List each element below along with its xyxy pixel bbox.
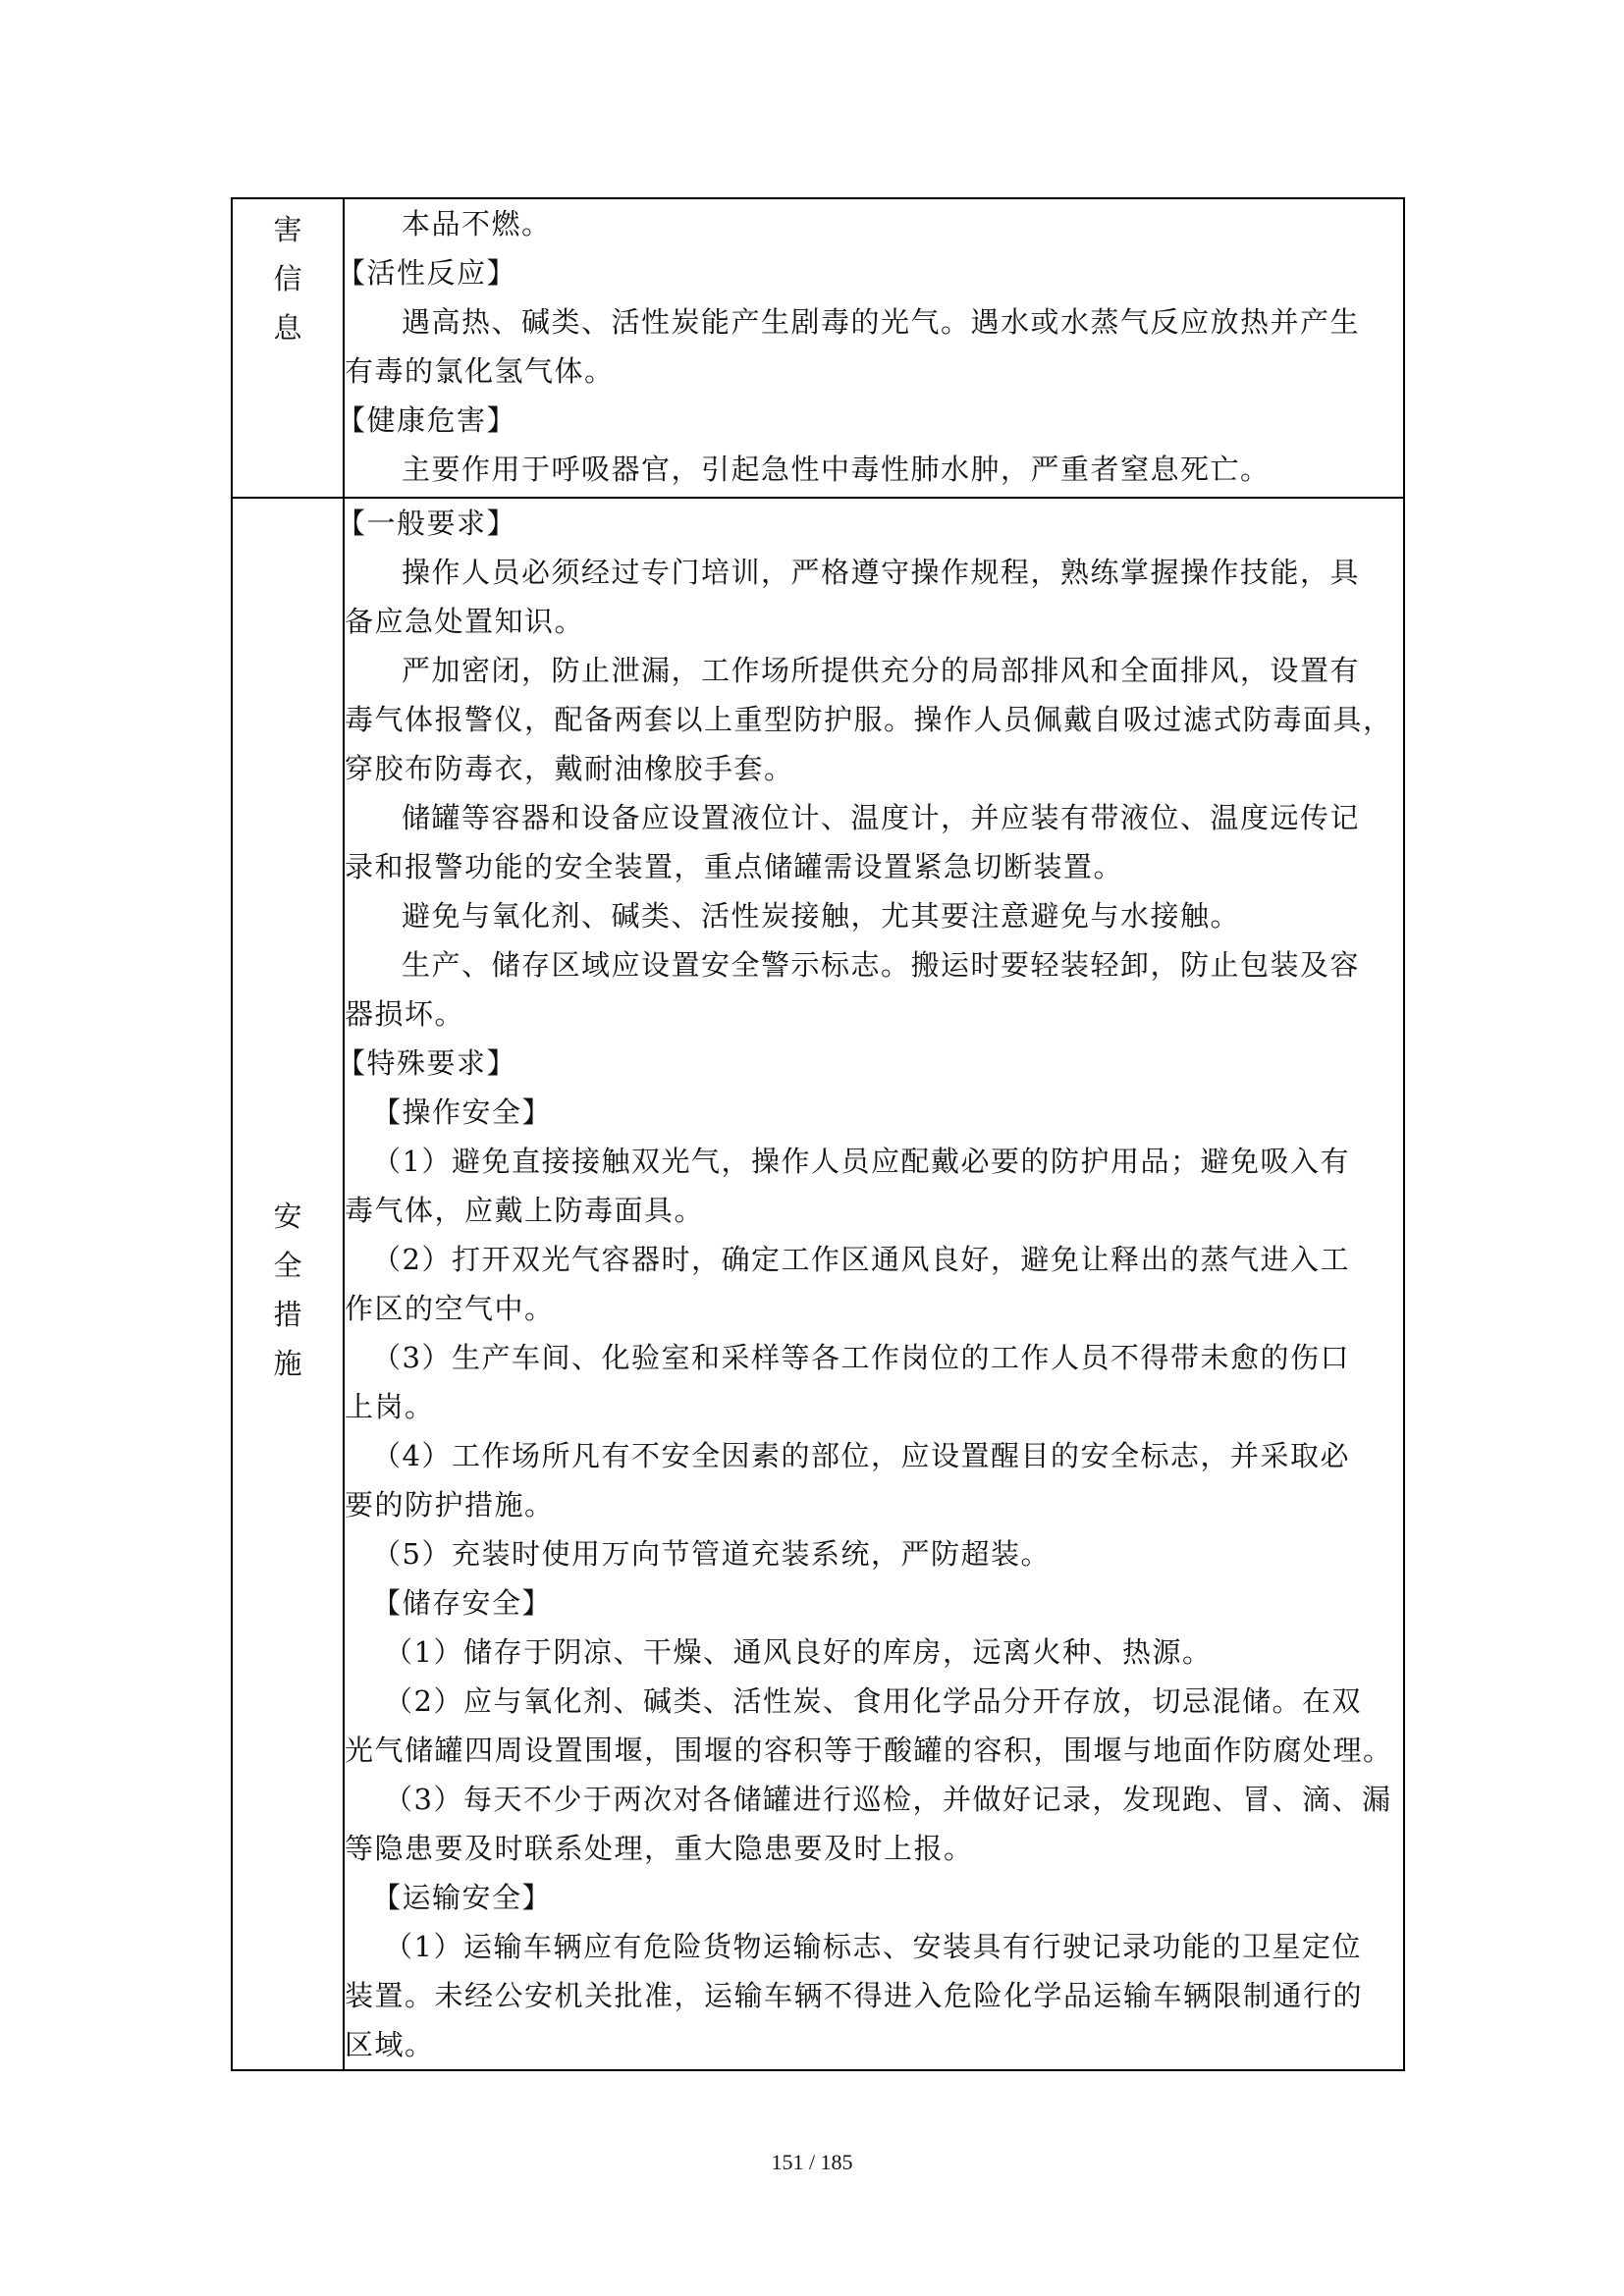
text-line: （2）应与氧化剂、碱类、活性炭、食用化学品分开存放，切忌混储。在双: [384, 1684, 1362, 1718]
row-content-hazard-info: [337, 198, 1404, 498]
row-content-safety-measures: [337, 498, 1404, 2070]
text-line: 操作人员必须经过专门培训，严格遵守操作规程，熟练掌握操作技能，具: [402, 556, 1361, 589]
text-line: （1）运输车辆应有危险货物运输标志、安装具有行驶记录功能的卫星定位: [384, 1930, 1362, 1963]
text-line: 毒气体，应戴上防毒面具。: [345, 1194, 705, 1227]
text-line: 本品不燃。: [402, 207, 552, 240]
text-line: 遇高热、碱类、活性炭能产生剧毒的光气。遇水或水蒸气反应放热并产生: [402, 305, 1361, 339]
row-label-char: 施: [273, 1347, 302, 1380]
row-label-char: 措: [273, 1298, 302, 1331]
table-row-hazard-info: [232, 198, 1404, 498]
text-line: （3）每天不少于两次对各储罐进行巡检，并做好记录，发现跑、冒、滴、漏: [384, 1783, 1392, 1816]
text-line: 装置。未经公安机关批准，运输车辆不得进入危险化学品运输车辆限制通行的: [345, 1979, 1364, 2012]
text-line: 光气储罐四周设置围堰，围堰的容积等于酸罐的容积，围堰与地面作防腐处理。: [345, 1734, 1393, 1767]
text-line: 生产、储存区域应设置安全警示标志。搬运时要轻装轻卸，防止包装及容: [402, 948, 1361, 982]
row-label-hazard-info: [232, 198, 344, 498]
section-heading: 【运输安全】: [372, 1881, 553, 1914]
text-line: （1）储存于阴凉、干燥、通风良好的库房，远离火种、热源。: [384, 1635, 1213, 1669]
row-label-char: 信: [273, 262, 302, 295]
text-line: 穿胶布防毒衣，戴耐油橡胶手套。: [345, 752, 794, 785]
row-label-char: 全: [273, 1249, 302, 1282]
chemical-safety-table: [231, 197, 1405, 2071]
text-line: 要的防护措施。: [345, 1488, 555, 1522]
row-label-char: 息: [273, 311, 302, 345]
text-line: 严加密闭，防止泄漏，工作场所提供充分的局部排风和全面排风，设置有: [402, 654, 1361, 687]
text-line: 储罐等容器和设备应设置液位计、温度计，并应装有带液位、温度远传记: [402, 801, 1361, 834]
text-line: 主要作用于呼吸器官，引起急性中毒性肺水肿，严重者窒息死亡。: [402, 453, 1271, 486]
section-heading: 【一般要求】: [337, 507, 517, 540]
row-label-safety-measures: [232, 498, 344, 2070]
text-line: 区域。: [345, 2028, 435, 2061]
text-line: 毒气体报警仪，配备两套以上重型防护服。操作人员佩戴自吸过滤式防毒面具，: [345, 703, 1393, 736]
table-row-safety-measures: [232, 498, 1404, 2070]
section-heading: 【特殊要求】: [337, 1046, 517, 1080]
section-heading: 【健康危害】: [337, 403, 517, 437]
page-number: 151 / 185: [771, 2150, 853, 2174]
section-heading: 【操作安全】: [372, 1095, 553, 1129]
text-line: 上岗。: [345, 1390, 435, 1423]
text-line: （2）打开双光气容器时，确定工作区通风良好，避免让释出的蒸气进入工: [372, 1243, 1350, 1276]
text-line: 作区的空气中。: [345, 1292, 555, 1325]
text-line: 等隐患要及时联系处理，重大隐患要及时上报。: [345, 1832, 974, 1865]
text-line: （4）工作场所凡有不安全因素的部位，应设置醒目的安全标志，并采取必: [372, 1439, 1350, 1472]
text-line: （5）充装时使用万向节管道充装系统，严防超装。: [372, 1537, 1051, 1571]
text-line: 录和报警功能的安全装置，重点储罐需设置紧急切断装置。: [345, 850, 1124, 883]
section-heading: 【储存安全】: [372, 1586, 553, 1620]
row-label-char: 安: [273, 1200, 302, 1233]
section-heading: 【活性反应】: [337, 256, 517, 290]
text-line: 备应急处置知识。: [345, 605, 585, 638]
text-line: （3）生产车间、化验室和采样等各工作岗位的工作人员不得带未愈的伤口: [372, 1341, 1350, 1374]
text-line: 避免与氧化剂、碱类、活性炭接触，尤其要注意避免与水接触。: [402, 899, 1241, 933]
text-line: 有毒的氯化氢气体。: [345, 354, 615, 388]
row-label-char: 害: [273, 213, 302, 246]
text-line: 器损坏。: [345, 997, 465, 1031]
text-line: （1）避免直接接触双光气，操作人员应配戴必要的防护用品；避免吸入有: [372, 1145, 1350, 1178]
